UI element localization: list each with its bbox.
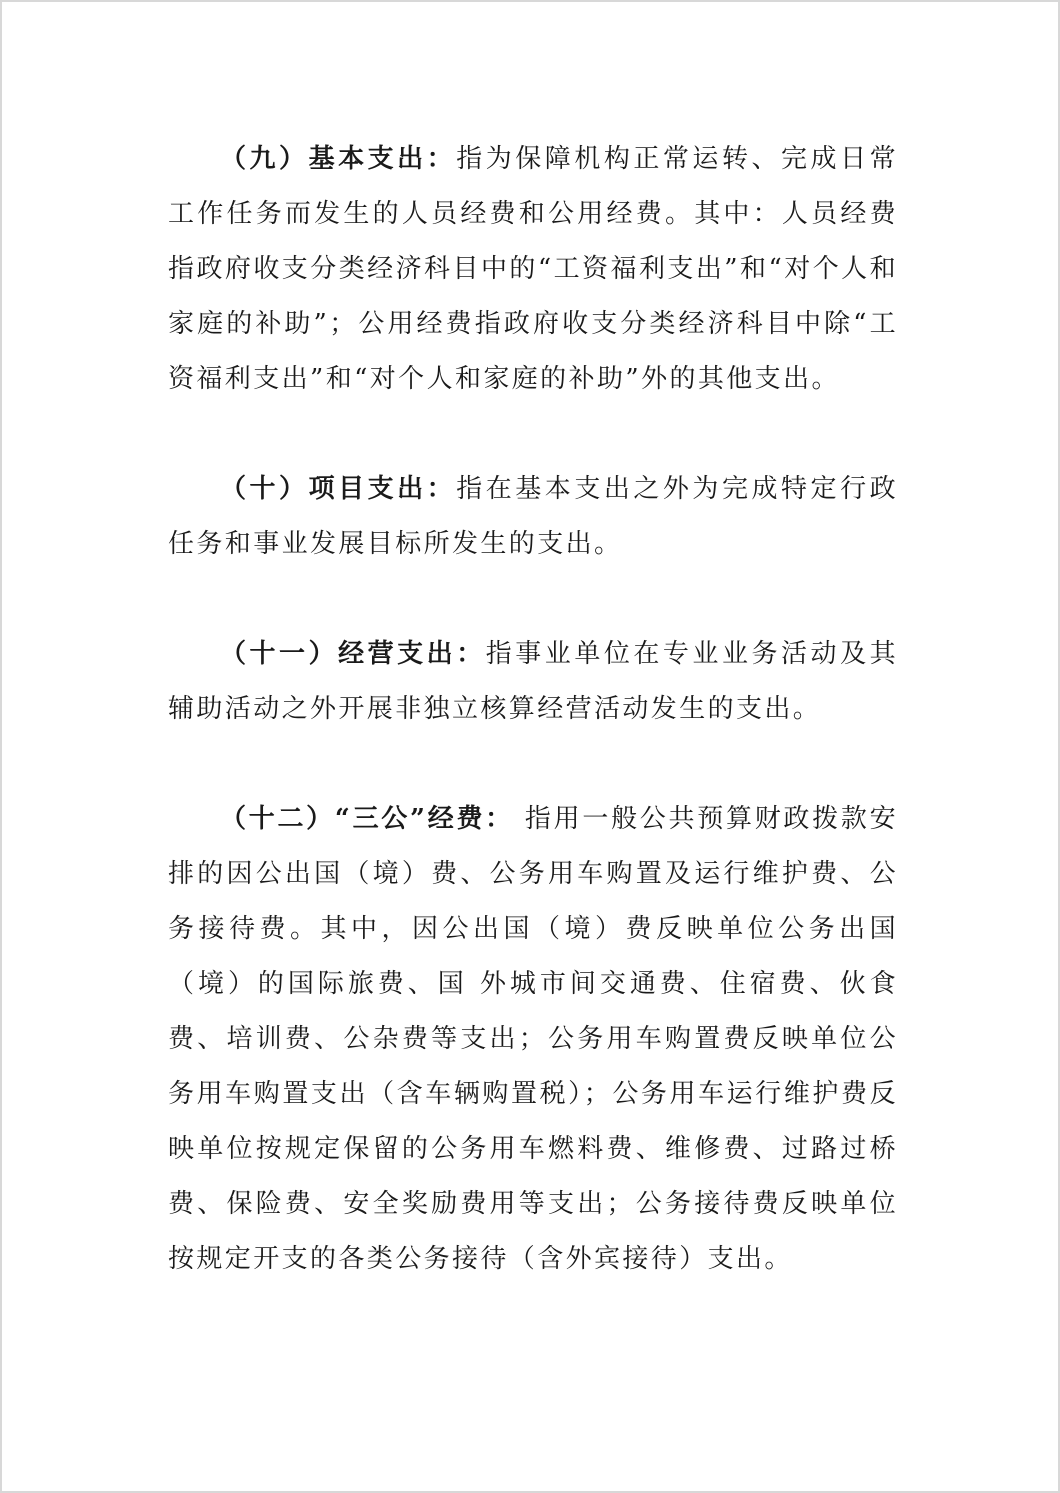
term-heading: （十一）经营支出： xyxy=(220,639,486,669)
paragraph-text: 指用一般公共预算财政拨款安排的因公出国（境）费、公务用车购置及运行维护费、公务接待费。其中，因公出国（境）费反映单位公务出国（境）的国际旅费、国 外城市间交通费、住宿费、伙食费、培训费、公杂费等支出；公务用车购置费反映单位公务用车购置支出（含车辆购置税）；公务用车运行维护费反映单位按规定保留的公务用车燃料费、维修费、过路过桥费、保险费、安全奖励费用等支出；公务接待费反映单位按规定开支的各类公务接待（含外宾接待）支出。 xyxy=(168,804,899,1274)
document-body xyxy=(168,132,898,1287)
paragraph-text: 指在基本支出之外为完成特定行政任务和事业发展目标所发生的支出。 xyxy=(168,474,898,559)
paragraph-text: 指为保障机构正常运转、完成日常工作任务而发生的人员经费和公用经费。其中：人员经费指政府收支分类经济科目中的“工资福利支出”和“对个人和家庭的补助”；公用经费指政府收支分类经济科目中除“工资福利支出”和“对个人和家庭的补助”外的其他支出。 xyxy=(168,144,898,394)
paragraph-basic-expenditure xyxy=(168,132,898,407)
term-heading: （十二）“三公”经费： xyxy=(220,804,514,834)
term-heading: （九）基本支出： xyxy=(220,144,457,174)
term-heading: （十）项目支出： xyxy=(220,474,457,504)
paragraph-operating-expenditure xyxy=(168,627,898,737)
paragraph-text: 指事业单位在专业业务活动及其辅助活动之外开展非独立核算经营活动发生的支出。 xyxy=(168,639,898,724)
paragraph-three-public-expenses xyxy=(168,792,898,1287)
paragraph-project-expenditure xyxy=(168,462,898,572)
